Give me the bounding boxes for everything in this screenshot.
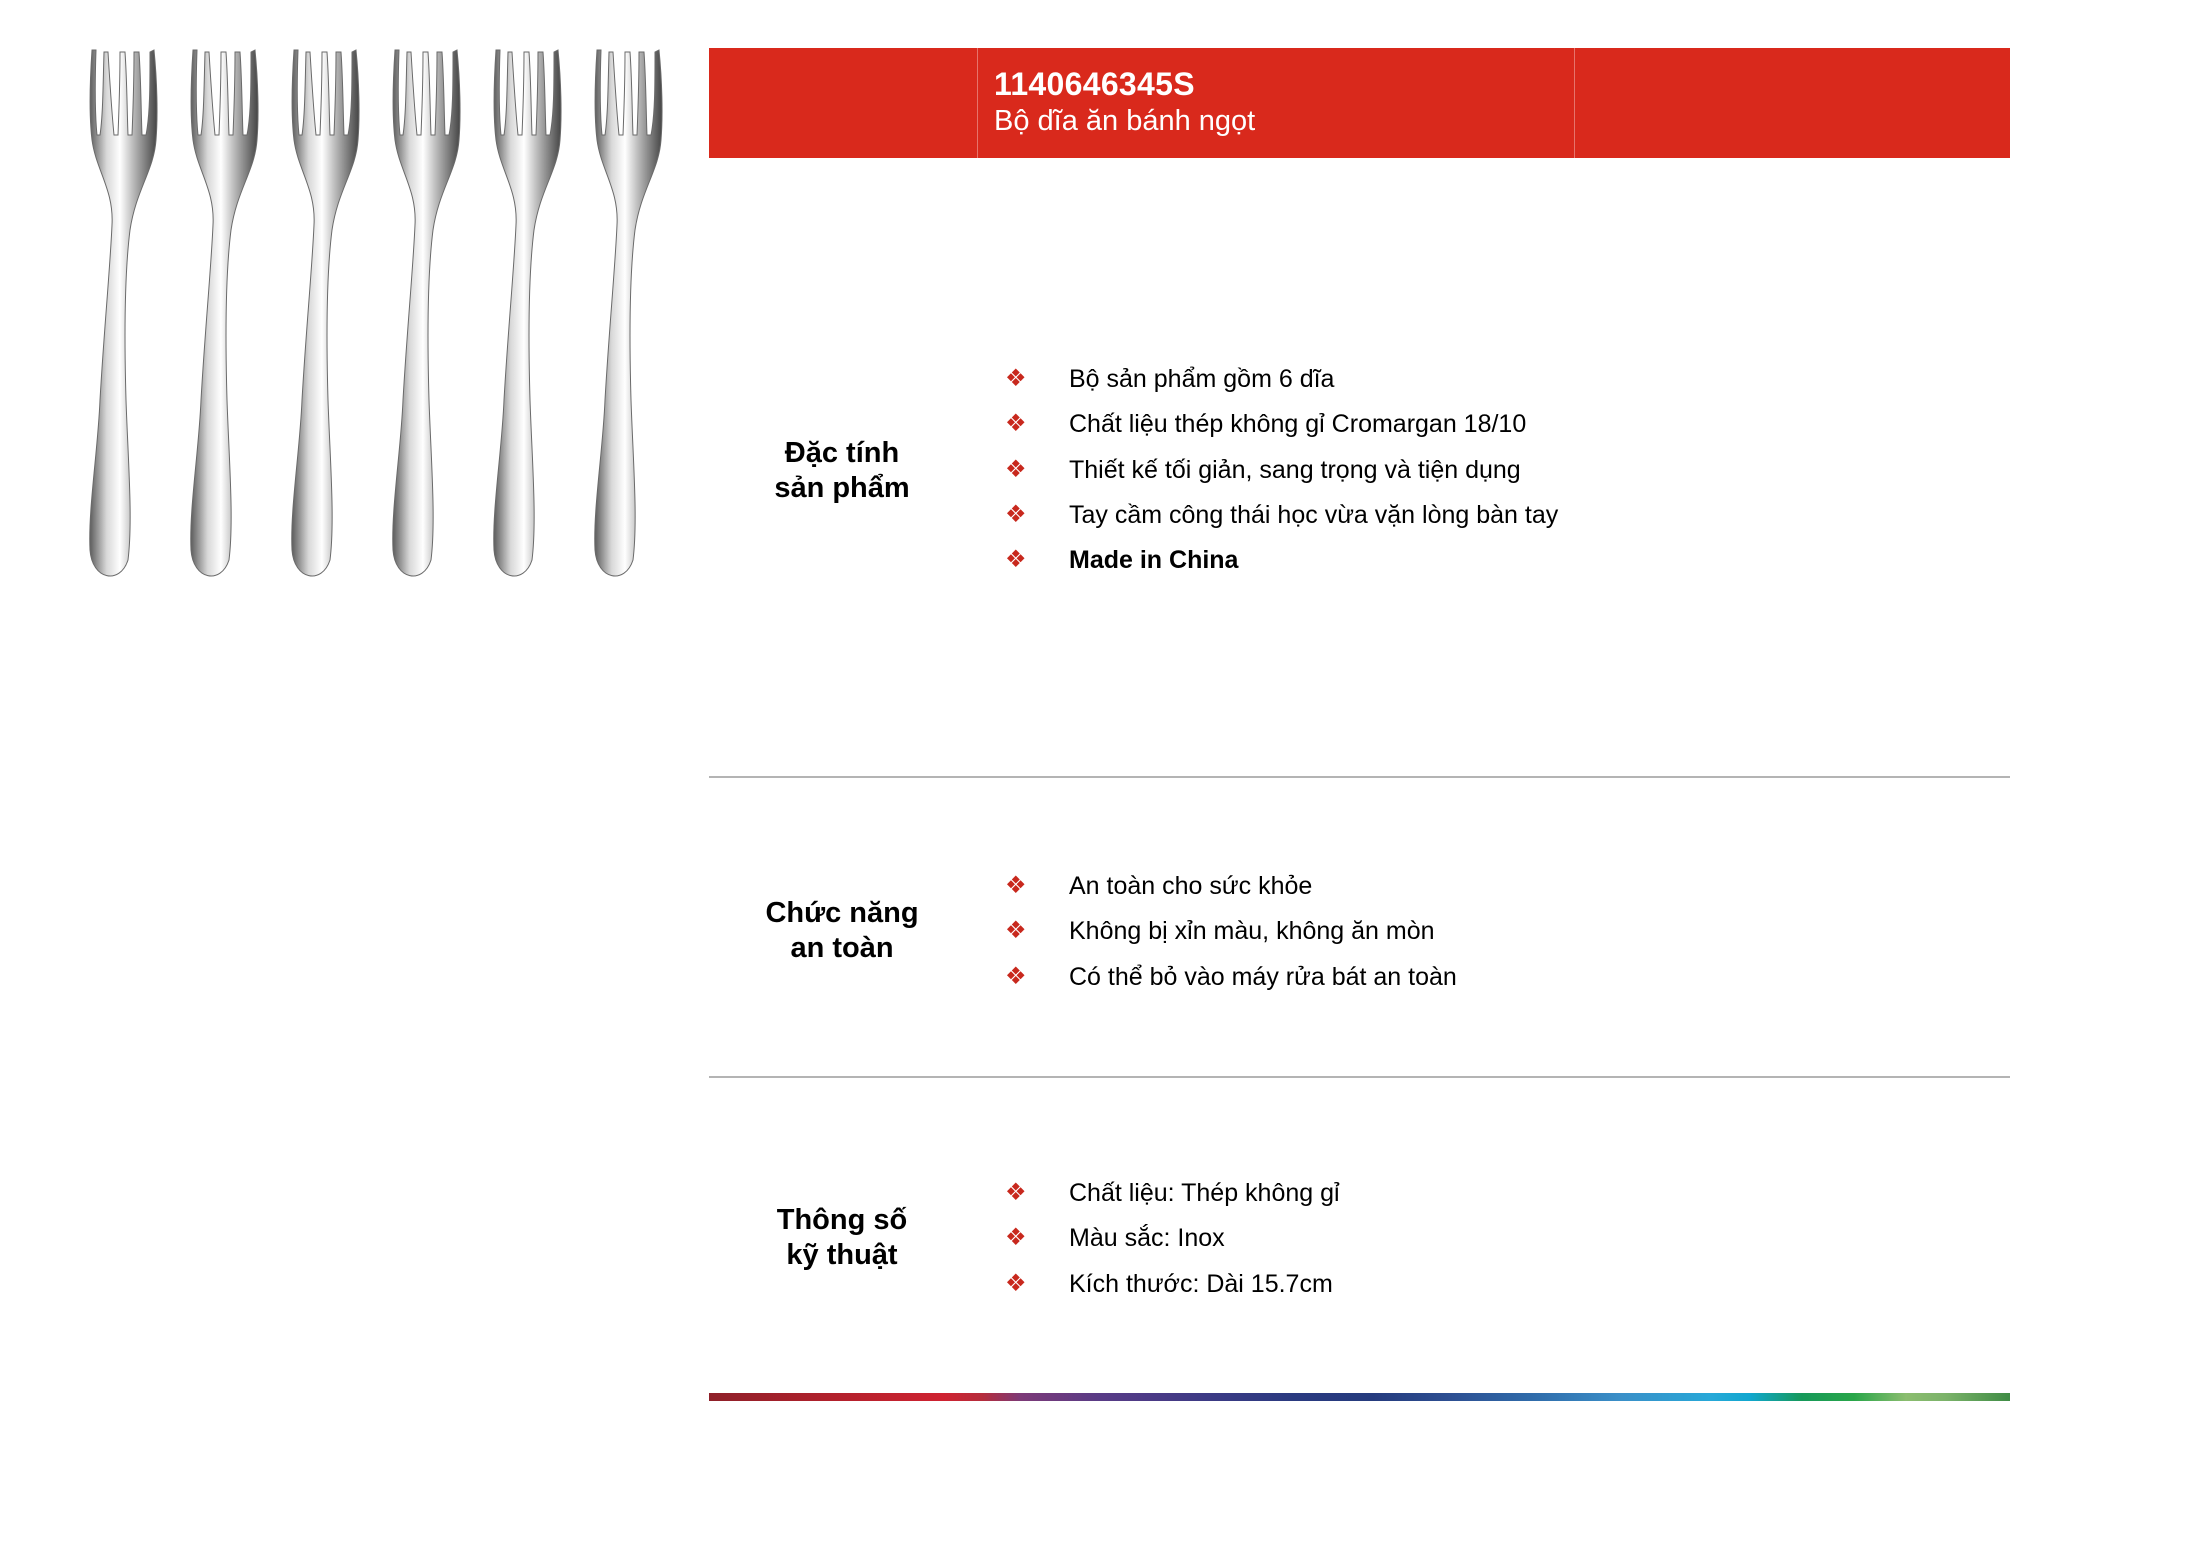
bullet-icon: ❖: [1005, 1269, 1027, 1297]
bullet-icon: ❖: [1005, 410, 1027, 438]
brand-color-bar: [709, 1393, 2010, 1401]
bullet-icon: ❖: [1005, 455, 1027, 483]
product-code: 1140646345S: [994, 66, 1195, 102]
list-item-text: Chất liệu thép không gỉ Cromargan 18/10: [1069, 410, 1527, 439]
header-divider: [1574, 48, 1575, 158]
fork: [90, 50, 157, 576]
list-item-text: Màu sắc: Inox: [1069, 1224, 1225, 1253]
section-label-features: [692, 436, 992, 506]
fork: [494, 50, 561, 576]
list-item-text: Made in China: [1069, 546, 1239, 575]
fork-shape: [90, 50, 157, 576]
list-item-text: Có thể bỏ vào máy rửa bát an toàn: [1069, 962, 1457, 991]
fork: [595, 50, 662, 576]
bullet-icon: ❖: [1005, 500, 1027, 528]
fork-shape: [393, 50, 460, 576]
list-item-text: Chất liệu: Thép không gỉ: [1069, 1179, 1340, 1207]
fork: [191, 50, 258, 576]
product-header: [709, 48, 2010, 158]
label-line: kỹ thuật: [786, 1239, 898, 1271]
label-line: Chức năng: [765, 897, 919, 929]
label-line: sản phẩm: [774, 472, 910, 504]
bullet-icon: ❖: [1005, 1224, 1027, 1252]
section-label-safety: [692, 896, 992, 966]
section-divider: [709, 776, 2010, 778]
bullet-icon: ❖: [1005, 872, 1027, 899]
fork-shape: [191, 50, 258, 576]
fork: [292, 50, 359, 576]
section-label-specs: [692, 1203, 992, 1273]
bullet-icon: ❖: [1005, 1179, 1027, 1206]
label-line: Đặc tính: [784, 437, 900, 469]
fork-shape: [494, 50, 561, 576]
bullet-icon: ❖: [1005, 365, 1027, 392]
product-image-forks: [70, 40, 670, 600]
fork-shape: [595, 50, 662, 576]
product-title: Bộ dĩa ăn bánh ngọt: [994, 105, 1256, 137]
list-item-text: An toàn cho sức khỏe: [1069, 872, 1313, 900]
list-item-text: Kích thước: Dài 15.7cm: [1069, 1269, 1333, 1298]
bullet-icon: ❖: [1005, 546, 1027, 574]
list-item-text: Không bị xỉn màu, không ăn mòn: [1069, 917, 1435, 946]
list-item-text: Thiết kế tối giản, sang trọng và tiện dụng: [1069, 455, 1521, 484]
fork: [393, 50, 460, 576]
label-line: an toàn: [790, 932, 894, 964]
list-item-text: Tay cầm công thái học vừa vặn lòng bàn tay: [1069, 500, 1559, 529]
label-line: Thông số: [776, 1204, 908, 1236]
list-item-text: Bộ sản phẩm gồm 6 dĩa: [1069, 365, 1335, 393]
section-divider: [709, 1076, 2010, 1078]
bullet-icon: ❖: [1005, 962, 1027, 990]
fork-shape: [292, 50, 359, 576]
bullet-icon: ❖: [1005, 917, 1027, 945]
header-divider: [977, 48, 978, 158]
